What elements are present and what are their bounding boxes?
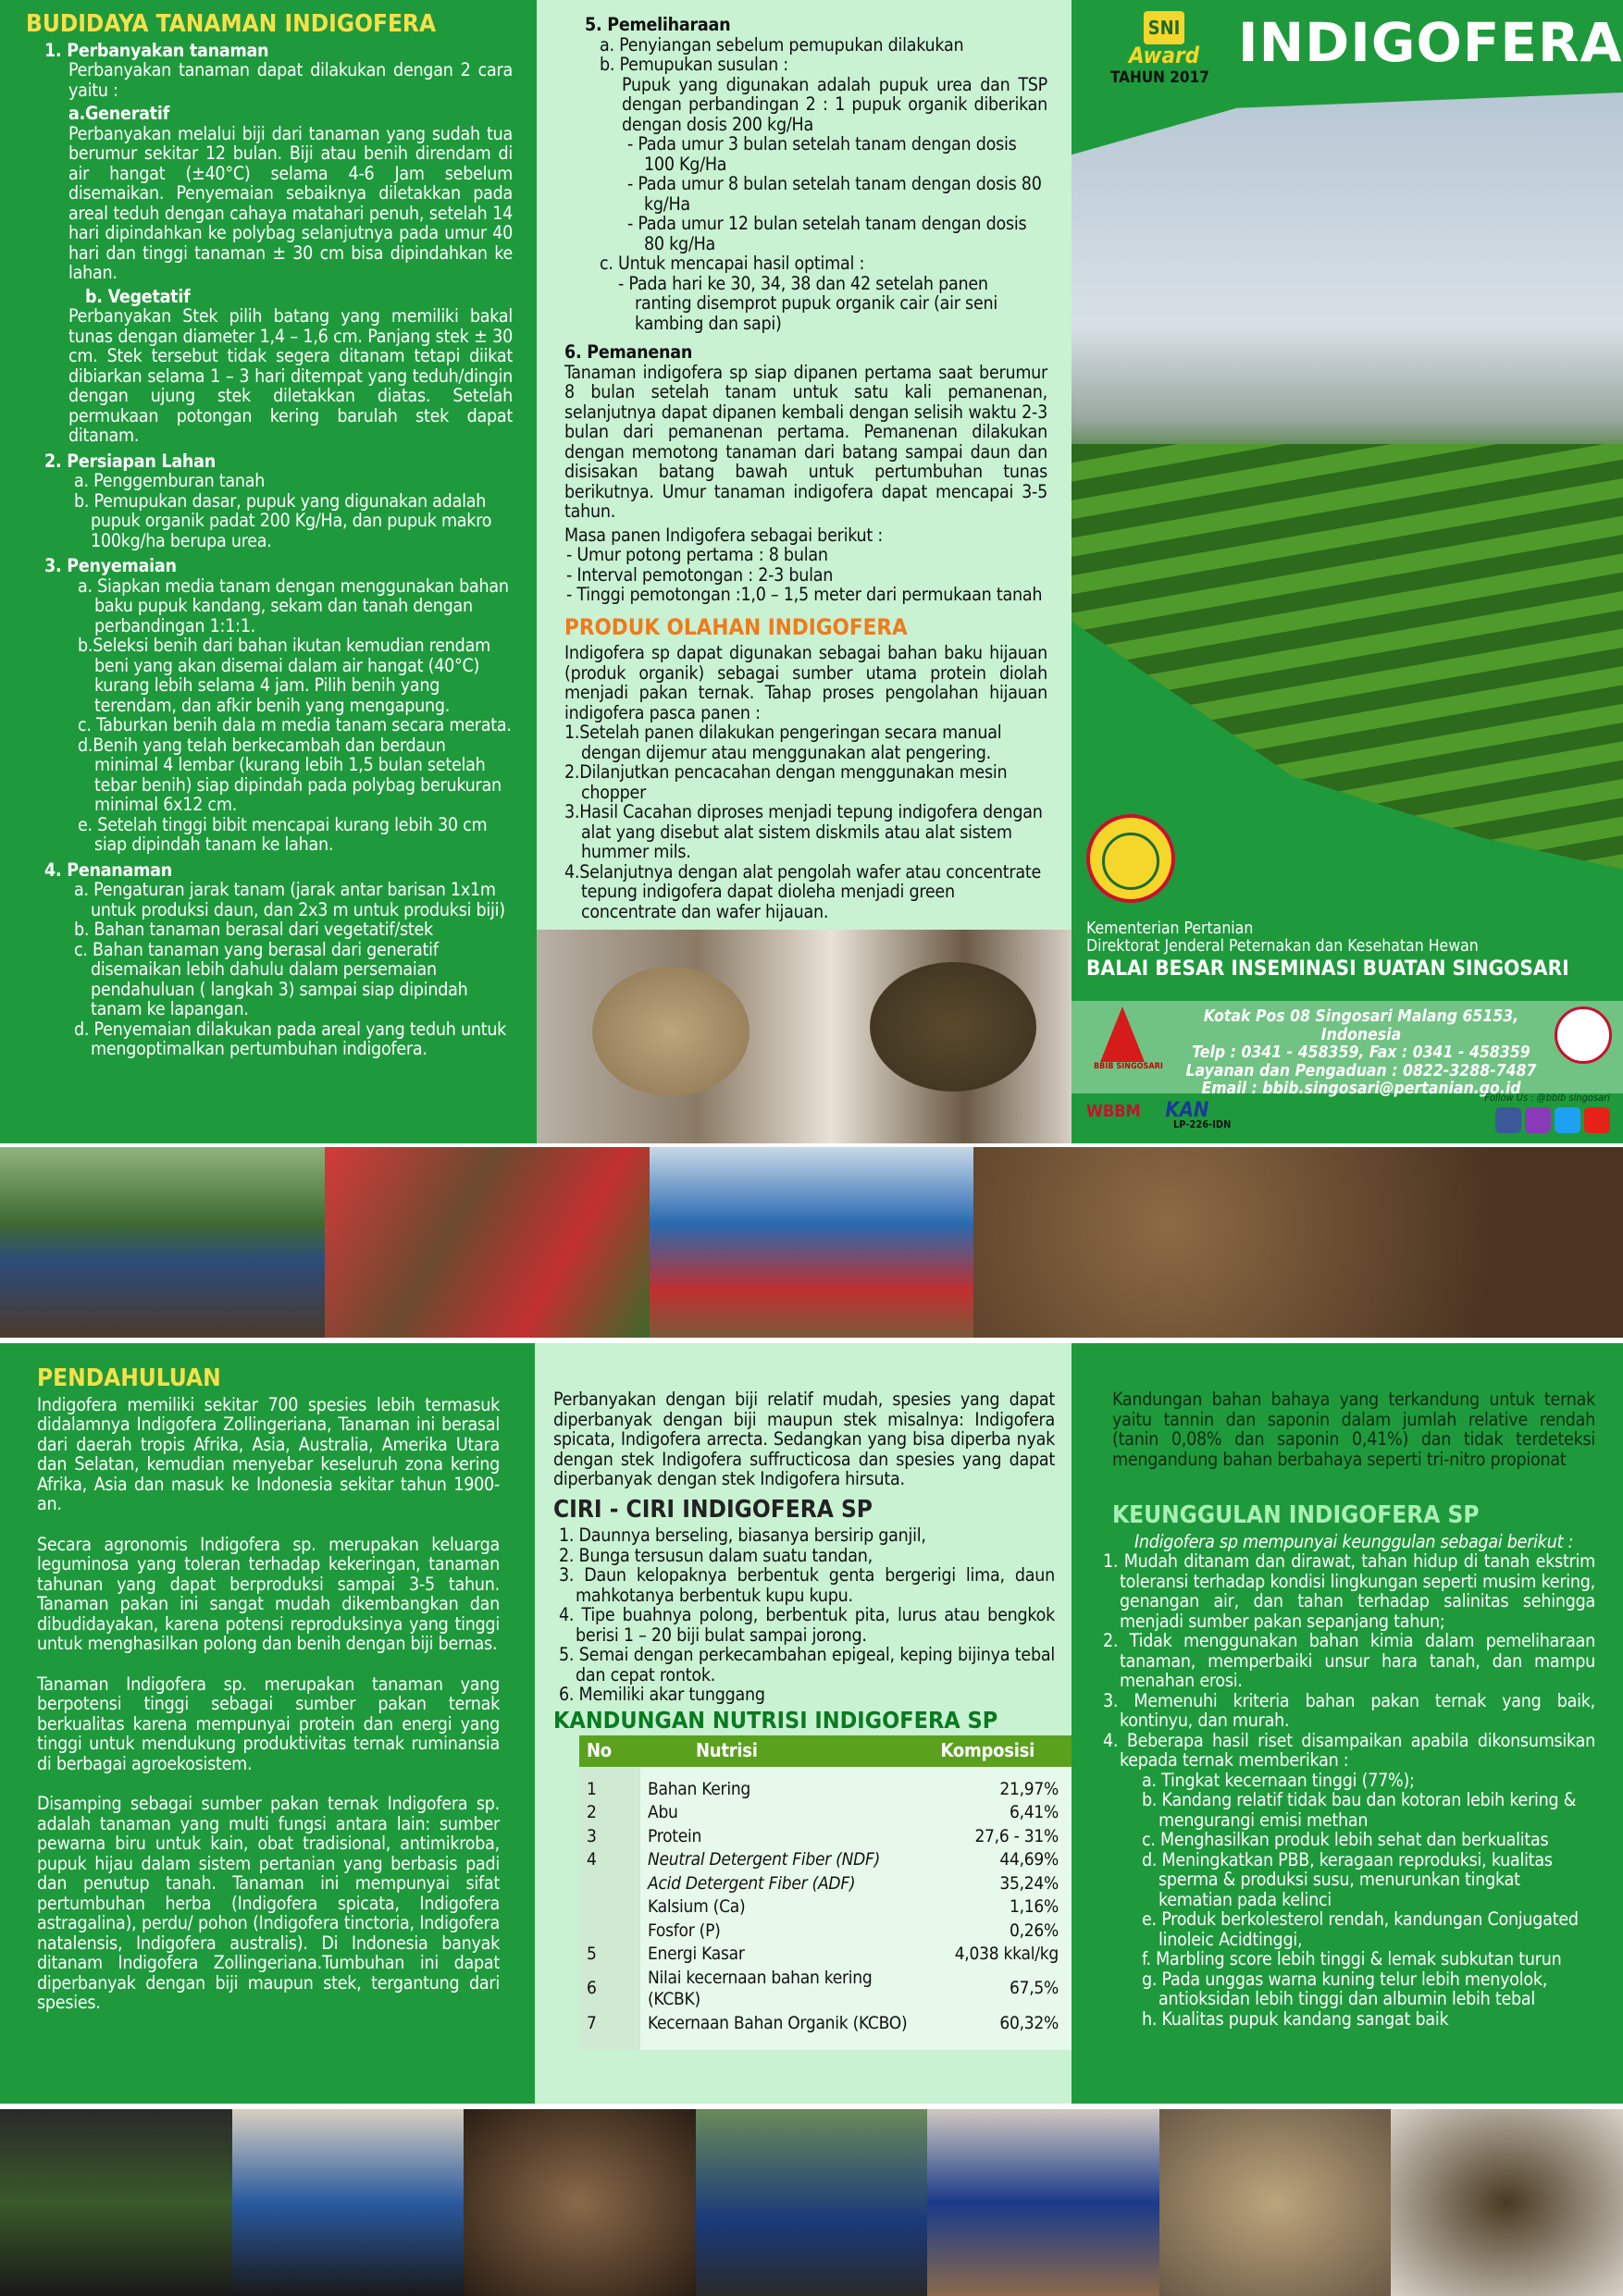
- social-block: [1484, 1092, 1610, 1133]
- s1a-text: Perbanyakan melalui biji dari tanaman yang sudah tua berumur sekitar 12 bulan. Biji atau benih direndam di air hangat (±40°C) selama 4-6 Jam sebelum disemaikan. Penyemaian sebaiknya diletakkan pada areal teduh dengan cahaya matahari penuh, setelah 14 hari dipindahkan ke polybag selanjutnya pada umur 40 hari dan tinggi tanaman ± 30 cm bisa dipindahkan ke lahan.: [68, 122, 513, 283]
- list-item: a. Siapkan media tanam dengan menggunakan bahan baku pupuk kandang, sekam dan tanah dengan perbandingan 1:1:1.: [78, 574, 509, 636]
- list-item: - Umur potong pertama : 8 bulan: [566, 544, 828, 565]
- keunggulan-sublist: [1094, 1771, 1595, 2030]
- col-header-no: No: [579, 1735, 640, 1767]
- cell-komposisi: 27,6 - 31%: [974, 1825, 1059, 1846]
- kan-code: LP-226-IDN: [1173, 1118, 1232, 1130]
- produk-list: [564, 722, 1047, 921]
- list-item: a. Penggemburan tanah: [74, 470, 266, 491]
- list-item: 4. Beberapa hasil riset disampaikan apabila dikonsumsikan kepada ternak memberikan :: [1103, 1729, 1595, 1771]
- ciri-intro: Perbanyakan dengan biji relatif mudah, spesies yang dapat diperbanyak dengan biji maupun stek misalnya: Indigofera spicata, Indigofera arrecta. Sedangkan yang bisa diperba nyak dengan stek Indigofera suffructicosa dan spesies yang dapat diperbanyak dengan stek Indigofera hirsuta.: [553, 1389, 1055, 1489]
- list-item: - Tinggi pemotongan :1,0 – 1,5 meter dari permukaan tanah: [566, 584, 1043, 605]
- list-item: 2. Tidak menggunakan bahan kimia dalam pemeliharaan tanaman, memperbaiki unsur hara tanah, dan mampu menahan erosi.: [1103, 1630, 1595, 1691]
- s3-list: [26, 576, 513, 855]
- list-item: f. Marbling score lebih tinggi & lemak subkutan turun: [1142, 1948, 1562, 1969]
- keunggulan-list: [1094, 1551, 1595, 1771]
- list-item: - Interval pemotongan : 2-3 bulan: [566, 563, 834, 586]
- contact-info: [1162, 1008, 1560, 1099]
- list-item: 3.Hasil Cacahan diproses menjadi tepung indigofera dengan alat yang disebut alat sistem diskmils atau alat sistem hummer mils.: [564, 801, 1043, 862]
- nutrition-table-body: [579, 1767, 1072, 2051]
- photo-row: [0, 2109, 1623, 2296]
- list-item: 5. Semai dengan perkecambahan epigeal, keping bijinya tebal dan cepat rontok.: [559, 1644, 1055, 1685]
- produk-text: Indigofera sp dapat digunakan sebagai bahan baku hijauan (produk organik) sebagai sumber utama protein diolah menjadi pakan ternak. Tahap proses pengolahan hijauan indigofera pasca panen :: [564, 642, 1047, 723]
- pellet-pile-shape: [870, 962, 1036, 1092]
- list-item: b. Pemupukan dasar, pupuk yang digunakan adalah pupuk organik padat 200 Kg/Ha, dan pupuk makro 100kg/ha berupa urea.: [74, 489, 492, 551]
- table-row: [579, 1778, 1072, 1802]
- list-item: e. Produk berkolesterol rendah, kandungan Conjugated linoleic Acidtinggi,: [1142, 1908, 1579, 1950]
- nutrition-table: [579, 1735, 1072, 2050]
- list-item: 3. Memenuhi kriteria bahan pakan ternak yang baik, kontinyu, dan murah.: [1103, 1689, 1595, 1731]
- pendahuluan-p2: Secara agronomis Indigofera sp. merupakan keluarga leguminosa yang toleran terhadap kekeringan, tanaman tahunan yang dapat berproduksi sampai 3-5 tahun. Tanaman pakan ini sangat mudah dikembangkan dan dibudidayakan, karena potensi reproduksinya yang tinggi untuk menghasilkan polong dan benih dengan biji bernas.: [37, 1533, 500, 1654]
- s6-list: [564, 545, 1047, 605]
- list-item: a. Pengaturan jarak tanam (jarak antar barisan 1x1m untuk produksi daun, dan 2x3 m untuk produksi biji): [74, 879, 505, 920]
- cell-no: [579, 1895, 640, 1920]
- col-header-nutrisi: Nutrisi: [640, 1735, 934, 1767]
- list-item: h. Kualitas pupuk kandang sangat baik: [1142, 2007, 1449, 2030]
- cell-nutrisi: Energi Kasar: [648, 1944, 745, 1964]
- cell-komposisi: 1,16%: [1009, 1896, 1059, 1917]
- cell-nutrisi: Fosfor (P): [648, 1920, 721, 1941]
- s2-title: 2. Persiapan Lahan: [44, 450, 216, 472]
- cell-komposisi: 60,32%: [999, 2012, 1059, 2033]
- ministry-name: Kementerian Pertanian: [1086, 920, 1254, 938]
- table-spacer-row: [579, 2035, 1072, 2050]
- list-item: b.Seleksi benih dari bahan ikutan kemudian rendam beni yang akan disemai dalam air hangat (40°C) kurang lebih selama 4 jam. Pilih benih yang terendam, dan afkir benih yang mengapung.: [78, 635, 490, 716]
- s3-title: 3. Penyemaian: [44, 555, 177, 576]
- list-item: d. Penyemaian dilakukan pada areal yang teduh untuk mengoptimalkan pertumbuhan indigofera.: [74, 1018, 507, 1059]
- pellets-photo: [537, 930, 1072, 1143]
- bahaya-text: Kandungan bahan bahaya yang terkandung untuk ternak yaitu tannin dan saponin dalam jumlah relative rendah (tanin 0,08% dan saponin 0,41%) dan tidak terdeteksi mengandung bahan berbahaya seperti tri-nitro propionat: [1112, 1389, 1595, 1470]
- list-item: 4. Tipe buahnya polong, berbentuk pita, lurus atau bengkok berisi 1 – 20 biji bulat sampai jorong.: [559, 1604, 1055, 1646]
- cell-nutrisi: Abu: [648, 1802, 678, 1822]
- cell-no: 4: [579, 1848, 640, 1872]
- telp-text: Telp : 0341 - 458359, Fax : 0341 - 458359: [1192, 1043, 1530, 1062]
- s1-title: 1. Perbanyakan tanaman: [44, 39, 269, 61]
- wbbm-logo: WBBM: [1086, 1102, 1141, 1121]
- list-item: - Pada umur 8 bulan setelah tanam dengan dosis 80 kg/Ha: [627, 173, 1042, 215]
- list-item: 2.Dilanjutkan pencacahan dengan menggunakan mesin chopper: [564, 761, 1008, 803]
- cell-nutrisi: Kecernaan Bahan Organik (KCBO): [648, 2012, 908, 2033]
- ciri-title: CIRI - CIRI INDIGOFERA SP: [553, 1495, 873, 1524]
- pendahuluan-p1: Indigofera memiliki sekitar 700 spesies lebih termasuk didalamnya Indigofera Zollingeriana, Tanaman ini berasal dari daerah tropis Afrika, Asia, Australia, Amerika Utara dan Selatan, kemudian menyebar keseluruh zona kering Afrika, Asia dan masuk ke Indonesia sekitar tahun 1900-an.: [37, 1393, 500, 1514]
- keunggulan-title: KEUNGGULAN INDIGOFERA SP: [1112, 1501, 1480, 1529]
- cell-no: 6: [579, 1967, 640, 2012]
- cell-nutrisi: Bahan Kering: [648, 1778, 751, 1799]
- cell-komposisi: 44,69%: [999, 1849, 1059, 1870]
- youtube-icon[interactable]: [1584, 1107, 1610, 1133]
- cell-no: 2: [579, 1801, 640, 1825]
- col-header-komposisi: Komposisi: [934, 1735, 1072, 1767]
- nutrition-table-wrap: [579, 1735, 1072, 2050]
- list-item: a. Tingkat kecernaan tinggi (77%);: [1142, 1769, 1415, 1791]
- cell-no: 3: [579, 1825, 640, 1849]
- s6-masa: Masa panen Indigofera sebagai berikut :: [564, 524, 883, 546]
- cell-nutrisi: Kalsium (Ca): [648, 1896, 746, 1917]
- table-row: [579, 1943, 1072, 1967]
- award-word: Award: [1128, 43, 1200, 68]
- pendahuluan-p3: Tanaman Indigofera sp. merupakan tanaman yang berpotensi tinggi sebagai sumber pakan ternak berkualitas karena mempunyai protein dan energi yang tinggi untuk mendukung produktivitas ternak ruminansia di berbagai agroekosistem.: [37, 1673, 500, 1774]
- worker-photo-1: [0, 1147, 325, 1338]
- table-row: [579, 1895, 1072, 1920]
- worker-photo-4: [927, 2109, 1159, 2296]
- indigofera-field-photo: [1072, 93, 1623, 870]
- bbib-logo-caption: BBIB SINGOSARI: [1094, 1062, 1163, 1071]
- list-item: c. Menghasilkan produk lebih sehat dan berkualitas: [1142, 1829, 1549, 1850]
- cell-nutrisi: Neutral Detergent Fiber (NDF): [648, 1849, 881, 1870]
- institution-name: BALAI BESAR INSEMINASI BUATAN SINGOSARI: [1086, 957, 1569, 981]
- logo-ring-shape: [1102, 833, 1159, 890]
- watering-photo: [650, 1147, 974, 1338]
- cell-no: [579, 1872, 640, 1896]
- cell-nutrisi: Acid Detergent Fiber (ADF): [648, 1872, 856, 1894]
- kan-logo: KAN: [1165, 1099, 1209, 1122]
- s6-title: 6. Pemanenan: [564, 341, 693, 363]
- nursery-photo-strip: [0, 1147, 1623, 1338]
- s5-b-list: [564, 134, 1047, 253]
- s1-intro: Perbanyakan tanaman dapat dilakukan dengan 2 cara yaitu :: [68, 59, 513, 101]
- cover-title: INDIGOFERA: [1238, 11, 1623, 74]
- list-item: 1.Setelah panen dilakukan pengeringan secara manual dengan dijemur atau menggunakan alat pengering.: [564, 722, 1002, 763]
- cell-no: [579, 1920, 640, 1944]
- panel-keunggulan: [1072, 1343, 1623, 2104]
- keunggulan-lead: Indigofera sp mempunyai keunggulan sebagai berikut :: [1134, 1530, 1574, 1552]
- s4-title: 4. Penanaman: [44, 858, 172, 881]
- table-row: [579, 1967, 1072, 2012]
- list-item: - Pada umur 3 bulan setelah tanam dengan dosis 100 Kg/Ha: [627, 133, 1017, 175]
- list-item: b. Kandang relatif tidak bau dan kotoran lebih kering & mengurangi emisi methan: [1142, 1789, 1577, 1831]
- s6-text: Tanaman indigofera sp siap dipanen pertama saat berumur 8 bulan setelah tanam untuk satu kali pemanenan, selanjutnya dapat dipanen kembali dengan selisih waktu 2-3 bulan dari pemanenan pertama. Pemanenan dilakukan dengan memotong tanaman dari batang sampai daun dan disisakan batang bawah untuk pertumbuhan tunas berikutnya. Umur tanaman indigofera dapat mencapai 3-5 tahun.: [564, 361, 1047, 522]
- kementan-logo: [1086, 814, 1175, 903]
- ministry-block: [1086, 920, 1614, 981]
- cert-logos: [1086, 1099, 1318, 1136]
- polybag-row-photo: [0, 2109, 232, 2296]
- table-row: [579, 1825, 1072, 1849]
- award-year: TAHUN 2017: [1110, 68, 1209, 87]
- s1a-title: a.Generatif: [68, 103, 169, 124]
- table-row: [579, 1848, 1072, 1872]
- cell-komposisi: 4,038 kkal/kg: [954, 1944, 1059, 1964]
- list-item: 6. Memiliki akar tunggang: [559, 1684, 765, 1705]
- photo-row: [0, 1147, 1623, 1338]
- panel-cover: [1072, 0, 1623, 1143]
- s5-c: c. Untuk mencapai hasil optimal :: [600, 253, 865, 274]
- follow-text: Follow Us : @bbib singosari: [1484, 1092, 1610, 1104]
- list-item: c. Bahan tanaman yang berasal dari generatif disemaikan lebih dahulu dalam persemaian pendahuluan ( langkah 3) sampai siap dipindah tanam ke lapangan.: [74, 938, 468, 1019]
- directorate-name: Direktorat Jenderal Peternakan dan Kesehatan Hewan: [1086, 937, 1479, 956]
- cell-no: 7: [579, 2012, 640, 2036]
- produk-title: PRODUK OLAHAN INDIGOFERA: [564, 613, 908, 640]
- sni-logo-text: SNI: [1144, 11, 1184, 44]
- s5-a: a. Penyiangan sebelum pemupukan dilakukan: [600, 33, 964, 56]
- table-spacer-row: [579, 1767, 1072, 1778]
- email-text[interactable]: Email : bbib.singosari@pertanian.go.id: [1201, 1080, 1521, 1098]
- worker-photo-3: [696, 2109, 928, 2296]
- list-item: c. Taburkan benih dala m media tanam secara merata.: [78, 714, 512, 735]
- cell-komposisi: 35,24%: [999, 1872, 1059, 1894]
- panel-budidaya: [0, 0, 537, 1143]
- s2-list: [26, 471, 513, 550]
- list-item: b. Bahan tanaman berasal dari vegetatif/stek: [74, 919, 433, 940]
- instagram-icon[interactable]: [1525, 1107, 1551, 1133]
- table-row: [579, 1801, 1072, 1825]
- cell-no: 5: [579, 1943, 640, 1967]
- ciri-list: [553, 1525, 1055, 1705]
- facebook-icon[interactable]: [1495, 1107, 1521, 1133]
- panel-pendahuluan: [0, 1343, 535, 2104]
- table-header-row: [579, 1735, 1072, 1767]
- cell-komposisi: 67,5%: [1009, 1978, 1059, 1999]
- crop-rows-shape: [1072, 444, 1623, 870]
- sni-award-logo: [1110, 11, 1209, 99]
- list-item: 2. Bunga tersusun dalam suatu tandan,: [559, 1544, 873, 1566]
- list-item: d. Meningkatkan PBB, keragaan reproduksi, kualitas sperma & produksi susu, menurunkan tingkat kematian pada kelinci: [1142, 1848, 1553, 1910]
- pellet-sack-photo: [1391, 2109, 1623, 2296]
- powder-hand-photo: [1159, 2109, 1392, 2296]
- cell-nutrisi: Nilai kecernaan bahan kering (KCBK): [648, 1967, 873, 2009]
- cell-komposisi: 6,41%: [1009, 1802, 1059, 1822]
- cell-no: 1: [579, 1778, 640, 1802]
- worker-photo-2: [232, 2109, 465, 2296]
- bbib-logo-shape: [1100, 1006, 1145, 1062]
- budidaya-title: BUDIDAYA TANAMAN INDIGOFERA: [26, 10, 437, 38]
- list-item: d.Benih yang telah berkecambah dan berdaun minimal 4 lembar (kurang lebih 1,5 bulan setelah tebar benih) siap dipindah pada polybag berukuran minimal 6x12 cm.: [78, 734, 502, 815]
- list-item: 1. Daunnya berseling, biasanya bersirip ganjil,: [559, 1524, 926, 1546]
- list-item: g. Pada unggas warna kuning telur lebih menyolok, antioksidan lebih tinggi dan albumin lebih tebal: [1142, 1968, 1548, 2009]
- layanan-text: Layanan dan Pengaduan : 0822-3288-7487: [1185, 1061, 1537, 1080]
- powder-pile-shape: [592, 967, 750, 1096]
- bbib-logo: [1094, 1006, 1163, 1079]
- panel-ciri: [535, 1343, 1072, 2104]
- cell-komposisi: 21,97%: [999, 1778, 1059, 1799]
- s1b-title: b. Vegetatif: [85, 285, 191, 307]
- pendahuluan-p4: Disamping sebagai sumber pakan ternak Indigofera sp. adalah tanaman yang multi fungsi antara lain: sumber pewarna biru untuk kain, obat tradisional, antimikroba, pupuk hijau dalam sistem pertanian yang berbasis padi dan penutup tanah. Tanaman ini mempunyai sifat pertumbuhan herba (Indigofera spicata, Indigofera astragalina), perdu/ pohon (Indigofera tinctoria, Indigofera natalensis, Indigofera australis). Di Indonesia banyak ditanam Indigofera Zollingeriana.Tumbuhan ini dapat diperbanyak dengan biji maupun stek, tergantung dari spesies.: [37, 1793, 500, 2013]
- list-item: 3. Daun kelopaknya berbentuk genta bergerigi lima, daun mahkotanya berbentuk kupu kupu.: [559, 1564, 1055, 1606]
- seed-tray-photo: [325, 1147, 650, 1338]
- table-row: [579, 2012, 1072, 2036]
- anti-gratifikasi-badge: [1555, 1006, 1612, 1064]
- panel-pemeliharaan: [537, 0, 1072, 930]
- seedling-soil-photo: [973, 1147, 1623, 1338]
- s4-list: [26, 880, 513, 1059]
- list-item: 1. Mudah ditanam dan dirawat, tahan hidup di tanah ekstrim toleransi terhadap kondisi lingkungan seperti musim kering, genangan air, dan tahan terhadap salinitas sehingga menjadi sumber pakan sepanjang tahun;: [1103, 1550, 1595, 1632]
- s5-title: 5. Pemeliharaan: [585, 14, 731, 35]
- pendahuluan-title: PENDAHULUAN: [37, 1364, 221, 1392]
- list-item: - Pada umur 12 bulan setelah tanam dengan dosis 80 kg/Ha: [627, 213, 1027, 254]
- table-row: [579, 1872, 1072, 1896]
- s5-b: b. Pemupukan susulan :: [600, 54, 788, 75]
- planting-hands-photo: [464, 2109, 696, 2296]
- nutrisi-title: KANDUNGAN NUTRISI INDIGOFERA SP: [553, 1706, 998, 1734]
- cell-nutrisi: Protein: [648, 1825, 702, 1846]
- table-row: [579, 1920, 1072, 1944]
- list-item: 4.Selanjutnya dengan alat pengolah wafer atau concentrate tepung indigofera dapat dioleha menjadi green concentrate dan wafer hijauan.: [564, 860, 1042, 922]
- twitter-icon[interactable]: [1555, 1107, 1580, 1133]
- s1b-text: Perbanyakan Stek pilih batang yang memiliki bakal tunas dengan diameter 1,4 – 1,6 cm. Panjang stek ± 30 cm. Stek tersebut tidak segera ditanam tetapi diikat dibiarkan selama 1 – 3 hari ditempat yang teduh/dingin dengan ujung stek diletakkan diatas. Setelah permukaan potongan kering barulah stek dapat ditanam.: [68, 305, 513, 446]
- address-text: Kotak Pos 08 Singosari Malang 65153, Indonesia: [1203, 1007, 1519, 1044]
- s5-c-text: - Pada hari ke 30, 34, 38 dan 42 setelah panen ranting disemprot pupuk organik cair (air seni kambing dan sapi): [618, 272, 997, 334]
- list-item: e. Setelah tinggi bibit mencapai kurang lebih 30 cm siap dipindah tanam ke lahan.: [78, 813, 488, 855]
- s5-b-text: Pupuk yang digunakan adalah pupuk urea dan TSP dengan perbandingan 2 : 1 pupuk organik diberikan dengan dosis 200 kg/Ha: [622, 73, 1047, 135]
- polybag-photo-strip: [0, 2109, 1623, 2296]
- cell-komposisi: 0,26%: [1009, 1920, 1059, 1941]
